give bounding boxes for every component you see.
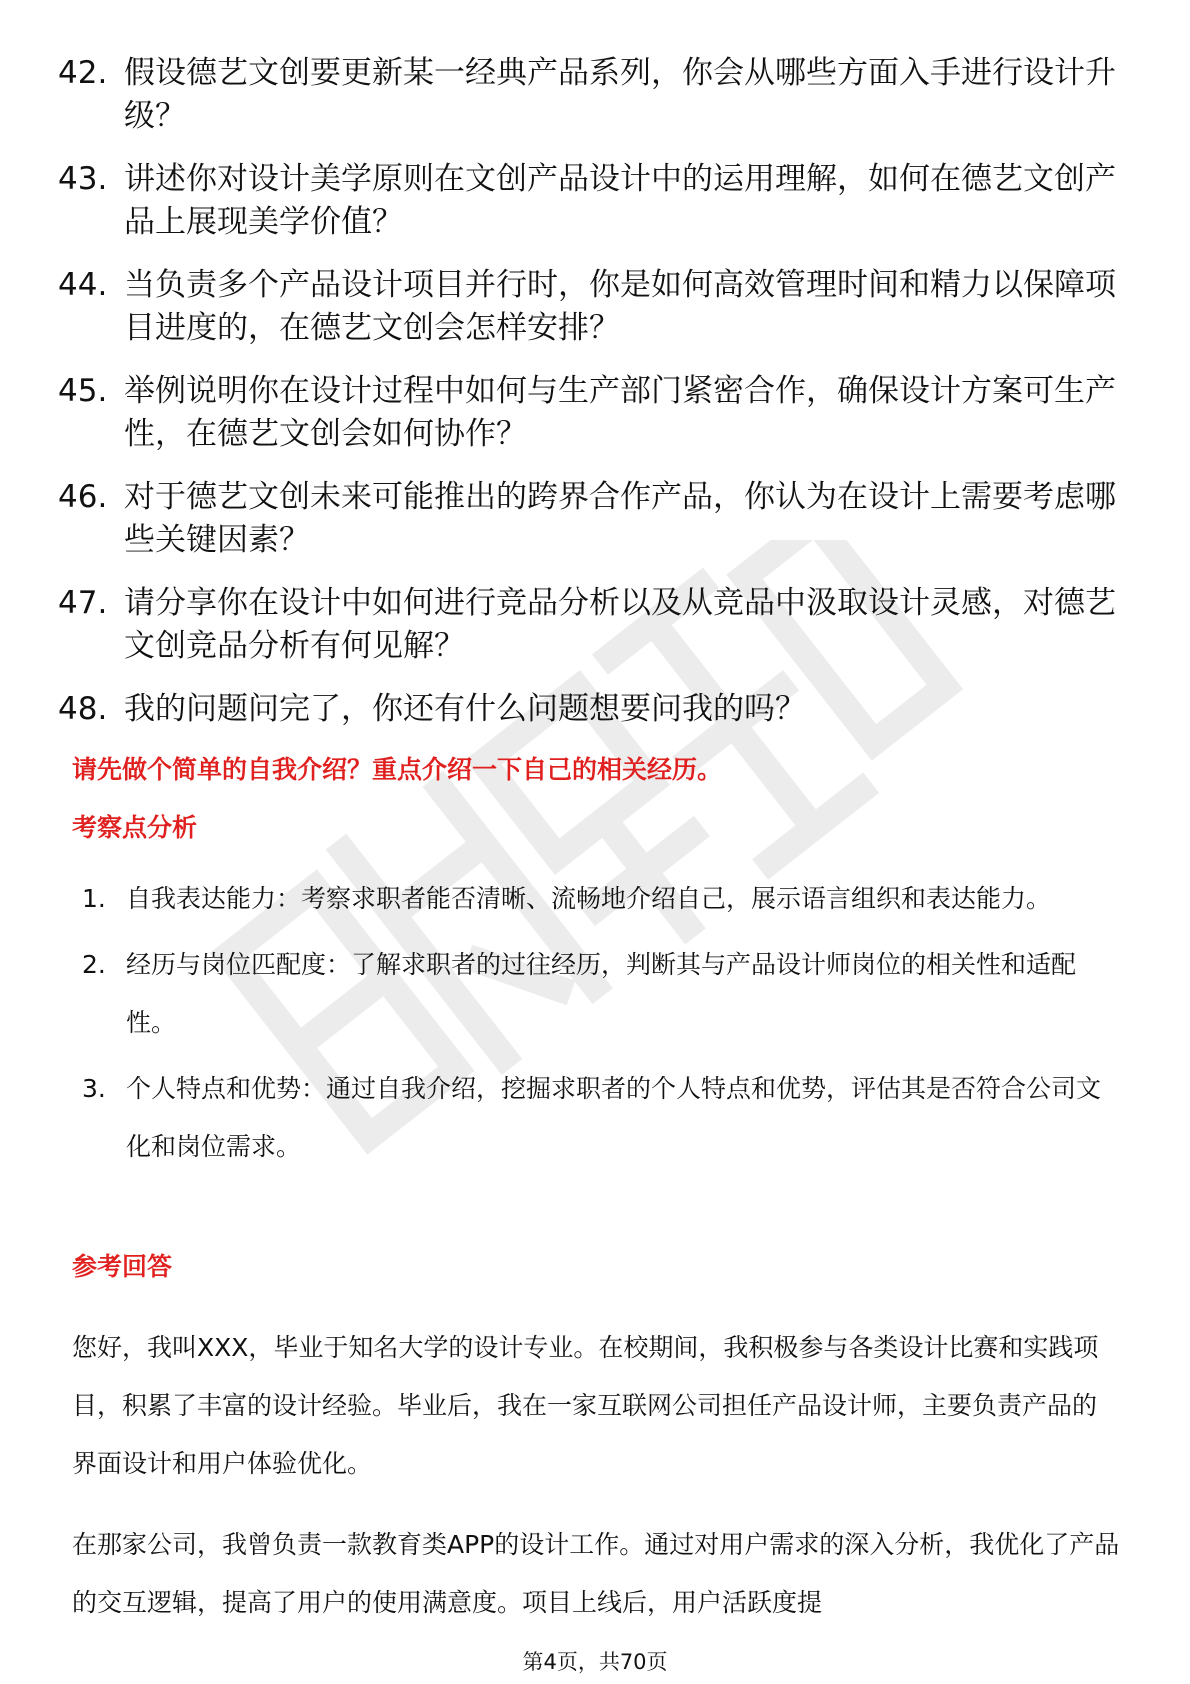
question-item [58,370,1133,456]
question-item [58,476,1133,562]
question-text: 举例说明你在设计过程中如何与生产部门紧密合作，确保设计方案可生产性，在德艺文创会如何协作？ [124,373,1116,452]
question-text: 假设德艺文创要更新某一经典产品系列，你会从哪些方面入手进行设计升级？ [124,55,1116,134]
question-item [58,52,1133,138]
question-item [58,158,1133,244]
question-text: 我的问题问完了，你还有什么问题想要问我的吗？ [124,691,806,727]
question-number: 43. [58,161,108,197]
answer-paragraph: 在那家公司，我曾负责一款教育类APP的设计工作。通过对用户需求的深入分析，我优化了产品的交互逻辑，提高了用户的使用满意度。项目上线后，用户活跃度提 [72,1530,1120,1617]
question-list [58,52,1133,751]
analysis-point [82,1060,1117,1176]
question-text: 讲述你对设计美学原则在文创产品设计中的运用理解，如何在德艺文创产品上展现美学价值？ [124,161,1116,240]
question-number: 47. [58,585,108,621]
analysis-point-text: 经历与岗位匹配度：了解求职者的过往经历，判断其与产品设计师岗位的相关性和适配性。 [126,950,1077,1037]
analysis-heading: 考察点分析 [72,813,198,842]
reference-answer-heading: 参考回答 [72,1252,173,1281]
page-footer: 第4页，共70页 [522,1650,668,1674]
question-number: 42. [58,55,108,91]
answer-paragraph: 您好，我叫XXX，毕业于知名大学的设计专业。在校期间，我积极参与各类设计比赛和实践项目，积累了丰富的设计经验。毕业后，我在一家互联网公司担任产品设计师，主要负责产品的界面设计和用户体验优化。 [72,1333,1099,1478]
analysis-point-number: 1. [82,884,106,913]
question-number: 45. [58,373,108,409]
question-number: 48. [58,691,108,727]
question-number: 44. [58,267,108,303]
analysis-point-number: 3. [82,1074,106,1103]
analysis-point [82,870,1117,928]
analysis-point-text: 自我表达能力：考察求职者能否清晰、流畅地介绍自己，展示语言组织和表达能力。 [126,884,1052,913]
analysis-point-number: 2. [82,950,106,979]
question-item [58,688,1133,731]
analysis-point-text: 个人特点和优势：通过自我介绍，挖掘求职者的个人特点和优势，评估其是否符合公司文化和岗位需求。 [126,1074,1102,1161]
featured-question-heading: 请先做个简单的自我介绍？重点介绍一下自己的相关经历。 [72,755,723,784]
question-text: 请分享你在设计中如何进行竞品分析以及从竞品中汲取设计灵感，对德艺文创竞品分析有何见解？ [124,585,1116,664]
analysis-points-list [82,870,1117,1184]
question-item [58,582,1133,668]
question-text: 当负责多个产品设计项目并行时，你是如何高效管理时间和精力以保障项目进度的，在德艺文创会怎样安排？ [124,267,1116,346]
question-number: 46. [58,479,108,515]
question-text: 对于德艺文创未来可能推出的跨界合作产品，你认为在设计上需要考虑哪些关键因素？ [124,479,1116,558]
analysis-point [82,936,1117,1052]
question-item [58,264,1133,350]
